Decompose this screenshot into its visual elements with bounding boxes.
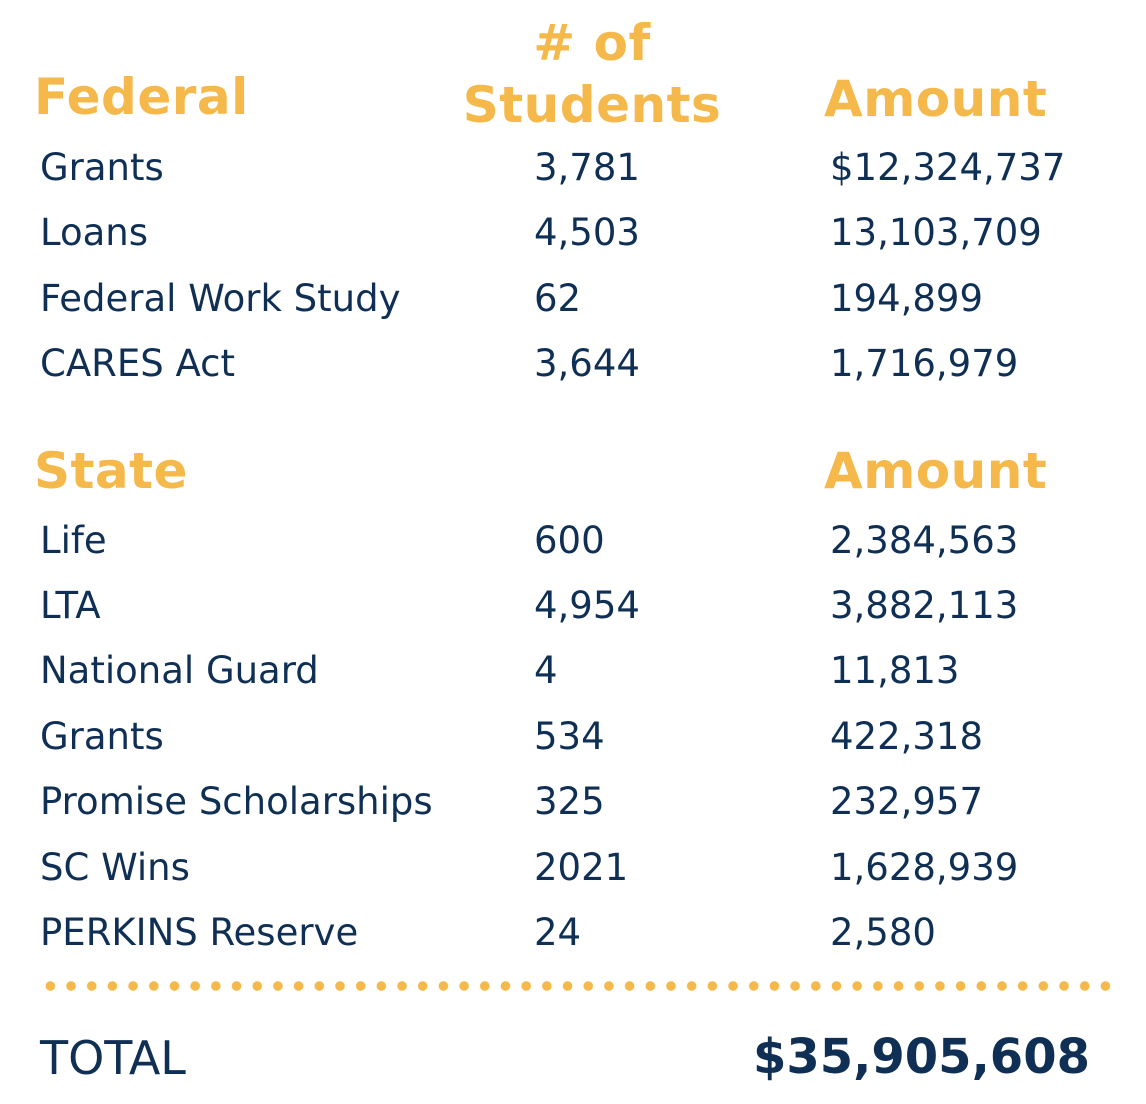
row-students: 4,503 — [534, 211, 640, 254]
row-label: CARES Act — [40, 342, 235, 385]
row-students: 24 — [534, 911, 582, 954]
row-amount: 232,957 — [830, 780, 984, 823]
state-heading: State — [34, 442, 188, 500]
row-label: Grants — [40, 146, 164, 189]
row-students: 2021 — [534, 846, 629, 889]
table-row — [0, 646, 1146, 696]
row-label: LTA — [40, 584, 101, 627]
students-heading-line2: Students — [462, 76, 722, 134]
row-amount: 2,580 — [830, 911, 936, 954]
row-label: Life — [40, 519, 107, 562]
table-row — [0, 143, 1146, 193]
federal-heading: Federal — [34, 68, 249, 126]
table-row — [0, 843, 1146, 893]
state-amount-heading: Amount — [824, 442, 1048, 500]
row-amount: 11,813 — [830, 649, 960, 692]
table-row — [0, 777, 1146, 827]
row-students: 3,644 — [534, 342, 640, 385]
federal-amount-heading: Amount — [824, 70, 1048, 128]
row-amount: 1,716,979 — [830, 342, 1019, 385]
row-students: 325 — [534, 780, 605, 823]
students-heading-line1: # of — [533, 14, 651, 72]
table-row — [0, 208, 1146, 258]
table-row — [0, 274, 1146, 324]
row-label: PERKINS Reserve — [40, 911, 359, 954]
table-row — [0, 581, 1146, 631]
row-label: Promise Scholarships — [40, 780, 433, 823]
row-students: 62 — [534, 277, 582, 320]
total-amount: $35,905,608 — [752, 1029, 1090, 1085]
table-row — [0, 908, 1146, 958]
row-amount: $12,324,737 — [830, 146, 1066, 189]
row-label: Grants — [40, 715, 164, 758]
row-label: Federal Work Study — [40, 277, 401, 320]
row-amount: 2,384,563 — [830, 519, 1019, 562]
row-students: 4,954 — [534, 584, 640, 627]
row-students: 4 — [534, 649, 558, 692]
row-label: Loans — [40, 211, 149, 254]
row-amount: 13,103,709 — [830, 211, 1042, 254]
row-amount: 422,318 — [830, 715, 984, 758]
table-row — [0, 339, 1146, 389]
row-amount: 1,628,939 — [830, 846, 1019, 889]
total-label: TOTAL — [40, 1031, 186, 1085]
row-label: National Guard — [40, 649, 319, 692]
table-row — [0, 516, 1146, 566]
row-students: 600 — [534, 519, 605, 562]
row-amount: 194,899 — [830, 277, 984, 320]
dotted-divider — [40, 980, 1120, 992]
row-students: 534 — [534, 715, 605, 758]
row-label: SC Wins — [40, 846, 190, 889]
row-amount: 3,882,113 — [830, 584, 1019, 627]
row-students: 3,781 — [534, 146, 640, 189]
table-row — [0, 712, 1146, 762]
